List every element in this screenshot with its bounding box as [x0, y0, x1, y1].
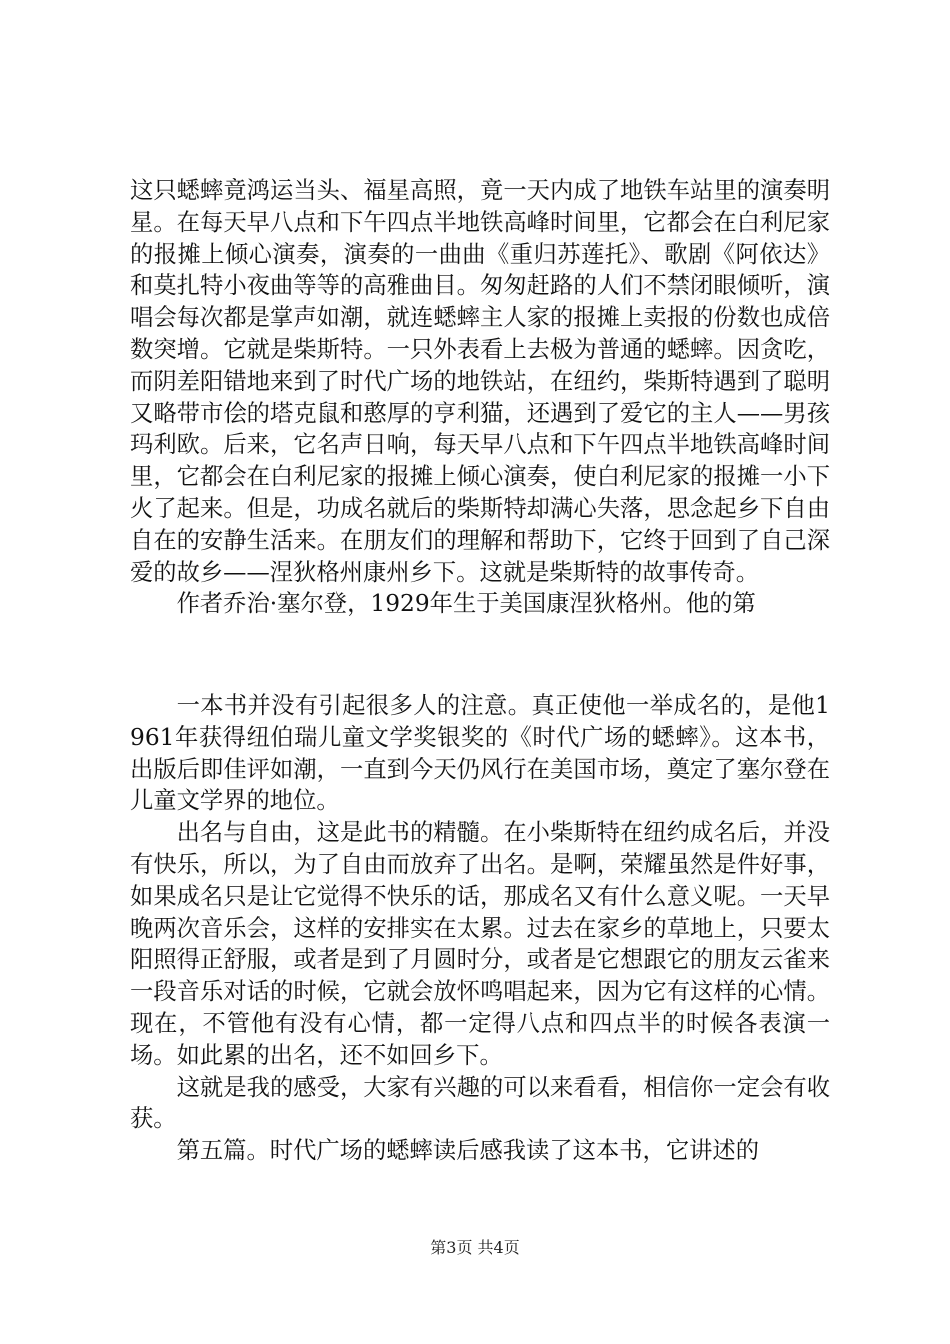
paragraph: 这就是我的感受，大家有兴趣的可以来看看，相信你一定会有收获。	[130, 1073, 830, 1133]
paragraph: 出名与自由，这是此书的精髓。在小柴斯特在纽约成名后，并没有快乐，所以，为了自由而放弃了出名。是啊，荣耀虽然是件好事，如果成名只是让它觉得不快乐的话，那成名又有什么意义呢。一天早晚两次音乐会，这样的安排实在太累。过去在家乡的草地上，只要太阳照得正舒服，或者是到了月圆时分，或者是它想跟它的朋友云雀来一段音乐对话的时候，它就会放怀鸣唱起来，因为它有这样的心情。现在，不管他有没有心情，都一定得八点和四点半的时候各表演一场。如此累的出名，还不如回乡下。	[130, 819, 830, 1069]
text-block-upper	[130, 175, 830, 620]
page-number-footer: 第3页 共4页	[430, 1238, 520, 1257]
paragraph: 作者乔治·塞尔登，1929年生于美国康涅狄格州。他的第	[176, 590, 756, 618]
paragraph: 第五篇。时代广场的蟋蟀读后感我读了这本书，它讲述的	[176, 1137, 760, 1165]
paragraph: 一本书并没有引起很多人的注意。真正使他一举成名的，是他1961年获得纽伯瑞儿童文学奖银奖的《时代广场的蟋蟀》。这本书，出版后即佳评如潮，一直到今天仍风行在美国市场，奠定了塞尔登在儿童文学界的地位。	[130, 692, 830, 815]
paragraph: 这只蟋蟀竟鸿运当头、福星高照，竟一天内成了地铁车站里的演奏明星。在每天早八点和下午四点半地铁高峰时间里，它都会在白利尼家的报摊上倾心演奏，演奏的一曲曲《重归苏莲托》、歌剧《阿依达》和莫扎特小夜曲等等的高雅曲目。匆匆赶路的人们不禁闭眼倾听，演唱会每次都是掌声如潮，就连蟋蟀主人家的报摊上卖报的份数也成倍数突增。它就是柴斯特。一只外表看上去极为普通的蟋蟀。因贪吃，而阴差阳错地来到了时代广场的地铁站，在纽约，柴斯特遇到了聪明又略带市侩的塔克鼠和憨厚的亨利猫，还遇到了爱它的主人——男孩玛利欧。后来，它名声日响，每天早八点和下午四点半地铁高峰时间里，它都会在白利尼家的报摊上倾心演奏，使白利尼家的报摊一小下火了起来。但是，功成名就后的柴斯特却满心失落，思念起乡下自由自在的安静生活来。在朋友们的理解和帮助下，它终于回到了自己深爱的故乡——涅狄格州康州乡下。这就是柴斯特的故事传奇。	[130, 177, 830, 586]
text-block-lower	[130, 690, 830, 1167]
